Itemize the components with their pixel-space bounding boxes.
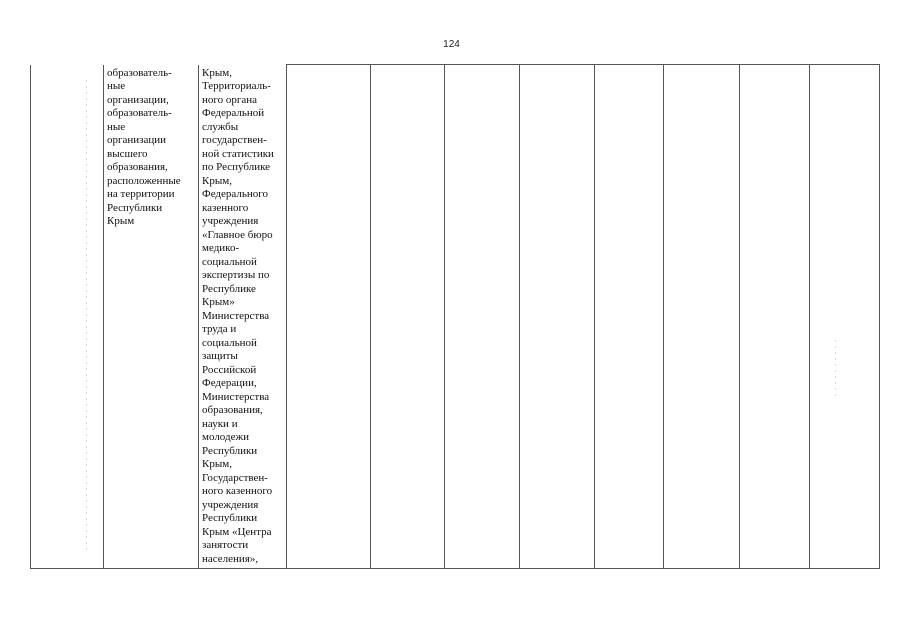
text-line: Республики (202, 444, 258, 457)
text-line: ные (107, 80, 126, 92)
text-line: Крым» (202, 296, 235, 308)
text-line: на территории (107, 188, 175, 200)
table-cell-col1 (31, 65, 104, 569)
page-number: 124 (443, 39, 460, 50)
text-line: образования, (107, 161, 168, 173)
text-line: расположенные (107, 174, 181, 187)
text-line: Крым «Центра (202, 525, 272, 538)
scan-artifact (86, 80, 87, 550)
text-line: Российской (202, 363, 257, 376)
text-line: высшего (107, 147, 148, 160)
document-table (30, 64, 880, 569)
scan-artifact (835, 340, 836, 400)
text-line: Крым, (202, 66, 232, 79)
text-line: труда и (202, 323, 237, 335)
text-line: Государствен- (202, 471, 268, 484)
text-line: науки и (202, 417, 238, 430)
table-cell-col6 (445, 65, 520, 569)
text-line: Федерации, (202, 377, 257, 389)
text-line: ного органа (202, 93, 258, 106)
text-line: организации (107, 134, 167, 146)
text-line: социальной (202, 255, 257, 268)
text-line: Республики (107, 201, 163, 214)
table-row (31, 65, 880, 569)
table-cell-col2 (104, 65, 199, 569)
text-line: экспертизы по (202, 269, 270, 281)
text-line: службы (202, 120, 239, 133)
text-line: казенного (202, 201, 249, 214)
text-line: медико- (202, 242, 240, 254)
table-cell-col8 (595, 65, 664, 569)
agencies-text (202, 67, 283, 567)
text-line: по Республике (202, 161, 271, 173)
text-line: Федеральной (202, 107, 265, 119)
text-line: Министерства (202, 390, 270, 403)
table-cell-col7 (520, 65, 595, 569)
text-line: защиты (202, 350, 238, 362)
text-line: населения», (202, 552, 259, 565)
table-cell-col10 (740, 65, 810, 569)
text-line: образования, (202, 404, 263, 416)
text-line: ные (107, 120, 126, 133)
text-line: государствен- (202, 134, 267, 146)
table-cell-col5 (371, 65, 445, 569)
text-line: образователь- (107, 66, 172, 79)
text-line: занятости (202, 539, 249, 551)
text-line: социальной (202, 336, 257, 349)
text-line: учреждения (202, 498, 259, 511)
text-line: организации, (107, 93, 169, 106)
text-line: Территориаль- (202, 80, 271, 92)
text-line: молодежи (202, 431, 249, 443)
text-line: образователь- (107, 107, 172, 119)
table-cell-col3 (199, 65, 287, 569)
text-line: Республики (202, 512, 258, 524)
text-line: Республике (202, 282, 256, 295)
text-line: Крым, (202, 458, 232, 470)
text-line: ного казенного (202, 485, 273, 497)
text-line: Крым, (202, 174, 232, 187)
text-line: Федерального (202, 188, 269, 200)
text-line: ной статистики (202, 147, 274, 160)
text-line: учреждения (202, 215, 259, 227)
text-line: Крым (107, 215, 135, 227)
table-cell-col4 (287, 65, 371, 569)
table-cell-col11 (810, 65, 880, 569)
text-line: Министерства (202, 309, 270, 322)
organizations-text (107, 67, 195, 229)
table-cell-col9 (664, 65, 740, 569)
text-line: «Главное бюро (202, 228, 273, 241)
